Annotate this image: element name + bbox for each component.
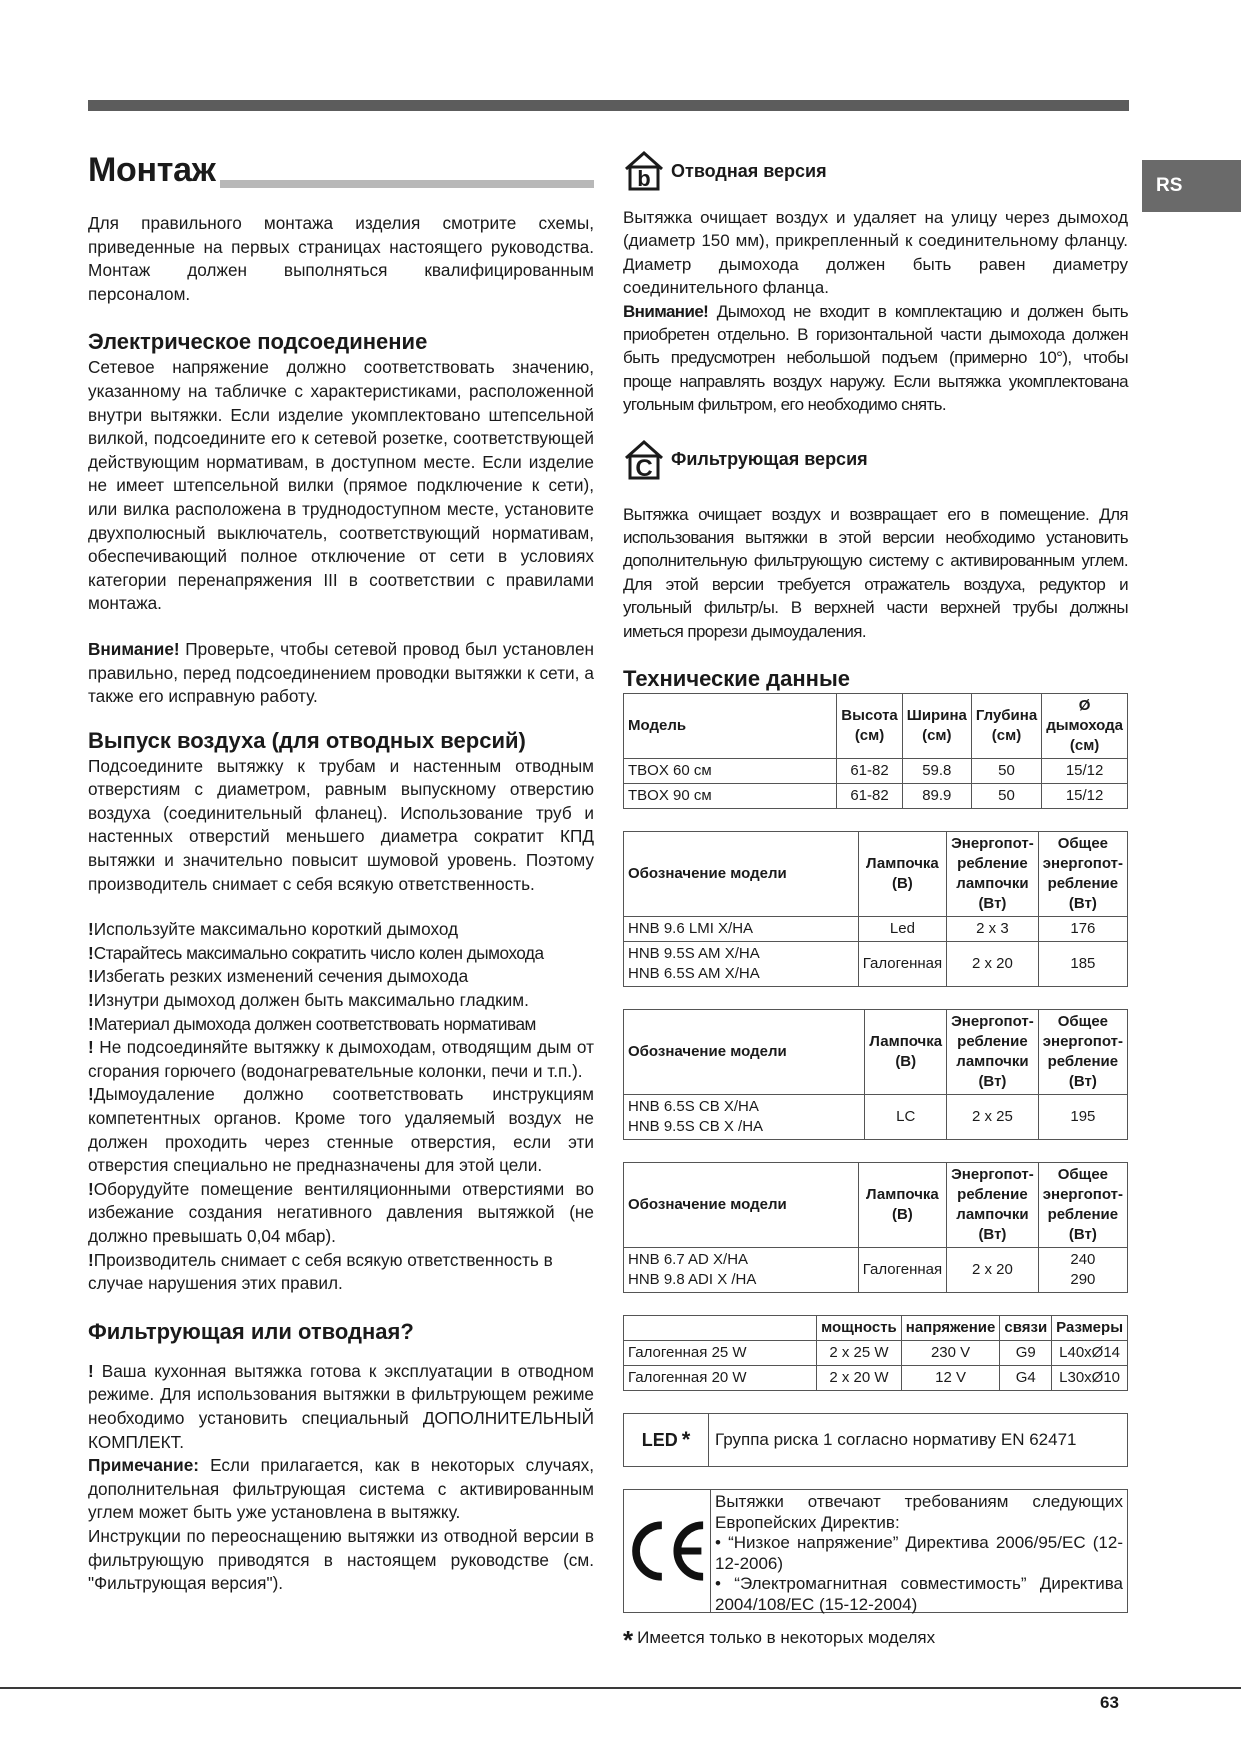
electric-warning — [88, 638, 594, 709]
outlet-version-warning — [623, 300, 1128, 417]
list-item — [88, 989, 594, 1013]
table-cell: HNB 9.6 LMI X/HA — [624, 917, 859, 942]
outlet-version-text: Вытяжка очищает воздух и удаляет на улицу через дымоход (диаметр 150 мм), прикрепленный к соединительному фланцу. Диаметр дымохода должен быть равен диаметру соединительного фланца. — [623, 208, 1128, 298]
left-column — [88, 150, 594, 1596]
table-header-cell: Модель — [624, 694, 837, 759]
outlet-version-title: Отводная версия — [671, 160, 827, 181]
table-header-cell: связи — [1000, 1316, 1052, 1341]
table-cell: 2 x 25 W — [817, 1341, 902, 1366]
table-header-cell — [624, 1316, 817, 1341]
exclamation-mark: ! — [88, 1013, 94, 1034]
table-row — [624, 942, 1128, 987]
list-item — [88, 965, 594, 989]
table-cell: TBOX 60 см — [624, 759, 837, 784]
led-risk-box — [623, 1413, 1128, 1467]
ce-line: • “Электромагнитная совместимость” Директива 2004/108/EC (15-12-2004) — [715, 1574, 1123, 1614]
warning-text: Дымоход не входит в комплектацию и должен быть приобретен отдельно. В горизонтальной части дымохода должен быть предусмотрен небольшой подъем (примерно 10°), чтобы проще направлять воздух наружу. Если вытяжка укомплектована угольным фильтром, его необходимо снять. — [623, 301, 1128, 415]
table-header-cell: Обозначение модели — [624, 1010, 865, 1095]
table-cell: Галогенная — [858, 1248, 946, 1293]
table-cell: 2 x 20 W — [817, 1366, 902, 1391]
table-cell: 61-82 — [837, 784, 902, 809]
table-cell: 240 290 — [1038, 1248, 1127, 1293]
table-cell: LC — [865, 1095, 947, 1140]
warning-label: Внимание! — [88, 638, 180, 659]
table-header-cell: Энергопот-ребление лампочки (Вт) — [947, 1163, 1039, 1248]
ce-mark-icon — [624, 1516, 710, 1586]
right-column — [623, 150, 1128, 1656]
table-cell: G9 — [1000, 1341, 1052, 1366]
list-item — [88, 942, 594, 966]
ce-line: • “Низкое напряжение” Директива 2006/95/EC (12-12-2006) — [715, 1533, 1123, 1573]
list-item-text: Материал дымохода должен соответствовать нормативам — [93, 1013, 536, 1034]
note-label: Примечание: — [88, 1455, 200, 1476]
table-cell: 50 — [971, 759, 1041, 784]
exclamation-mark: ! — [88, 1084, 94, 1105]
exclamation-mark: ! — [88, 1249, 94, 1270]
table-header-cell: Глубина (см) — [971, 694, 1041, 759]
electric-paragraph: Сетевое напряжение должно соответствовать значению, указанному на табличке с характеристиками, расположенной внутри вытяжки. Если изделие укомплектовано штепсельной вилкой, подсоедините его к сетевой розетке, соответствующей действующим нормативам, в доступном месте. Если изделие не имеет штепсельной вилки (прямое подключение к сети), или вилка расположена в труднодоступном месте, установите двухполюсный выключатель, соответствующий нормативам, обеспечивающий полное отключение от сети в условиях категории перенапряжения III в соответствии с правилами монтажа. — [88, 357, 594, 614]
table-header-row — [624, 1010, 1128, 1095]
table-cell: 185 — [1038, 942, 1127, 987]
warning-label: Внимание! — [623, 301, 709, 321]
table-header-row — [624, 1316, 1128, 1341]
list-item — [88, 1178, 594, 1249]
top-bar — [88, 100, 1129, 111]
list-item-text: Дымоудаление должно соответствовать инструкциям компетентных органов. Кроме того удаляемый воздух не должен проходить через стенные отверстия, если эти отверстия специально не предназначены для этой цели. — [88, 1084, 594, 1176]
exclamation-mark: ! — [88, 1178, 94, 1199]
table-cell: 2 x 20 — [947, 1248, 1039, 1293]
table-header-cell: Ø дымохода (см) — [1042, 694, 1128, 759]
ce-line: Вытяжки отвечают требованиям следующих Европейских Директив: — [715, 1492, 1123, 1532]
table-cell: Галогенная 25 W — [624, 1341, 817, 1366]
table-cell: Led — [858, 917, 946, 942]
table-cell: Галогенная — [858, 942, 946, 987]
outlet-paragraph: Подсоедините вытяжку к трубам и настенным отводным отверстиям с диаметром, равным выпускному отверстию воздуха (соединительный фланец). Использование труб и настенных отверстий меньшего диаметра сократит КПД вытяжки и значительно повысит шумовой уровень. Поэтому производитель снимает с себя всякую ответственность. — [88, 755, 594, 894]
table-header-cell: Размеры — [1052, 1316, 1128, 1341]
table-row — [624, 1341, 1128, 1366]
table-cell: 89.9 — [902, 784, 971, 809]
exclamation-mark: ! — [88, 1037, 94, 1058]
led-label: LED — [641, 1429, 678, 1450]
table-row — [624, 1248, 1128, 1293]
table-cell: 176 — [1038, 917, 1127, 942]
table-cell: HNB 6.7 AD X/HA HNB 9.8 ADI X /HA — [624, 1248, 859, 1293]
language-tab: RS — [1142, 160, 1241, 212]
table-cell: G4 — [1000, 1366, 1052, 1391]
table-header-cell: Высота (см) — [837, 694, 902, 759]
list-item-text: Производитель снимает с себя всякую ответственность в случае нарушения этих правил. — [88, 1249, 553, 1294]
tech-heading: Технические данные — [623, 666, 850, 692]
table-row — [624, 1095, 1128, 1140]
warning-text: Проверьте, чтобы сетевой провод был установлен правильно, перед подсоединением проводки вытяжки к сети, а также его исправную работу. — [88, 638, 594, 707]
table-row — [624, 917, 1128, 942]
table-header-cell: мощность — [817, 1316, 902, 1341]
table-cell: L40xØ14 — [1052, 1341, 1128, 1366]
table-header-cell: напряжение — [901, 1316, 1000, 1341]
outlet-heading: Выпуск воздуха (для отводных версий) — [88, 727, 526, 753]
table-cell: 2 x 25 — [947, 1095, 1039, 1140]
exclamation-mark: ! — [88, 919, 94, 940]
exclamation-mark: ! — [88, 990, 94, 1011]
list-item — [88, 918, 594, 942]
table-header-cell: Общее энергопот-ребление (Вт) — [1038, 1010, 1127, 1095]
list-item-text: Изнутри дымоход должен быть максимально гладким. — [93, 990, 529, 1011]
table-cell: 195 — [1038, 1095, 1127, 1140]
table-cell: HNB 6.5S CB X/HA HNB 9.5S CB X /HA — [624, 1095, 865, 1140]
table-header-cell: Обозначение модели — [624, 1163, 859, 1248]
warning-list — [88, 918, 594, 1296]
table-cell: 2 x 20 — [947, 942, 1039, 987]
table-header-cell: Лампочка (В) — [858, 1163, 946, 1248]
filter-house-icon — [623, 439, 665, 481]
table-header-cell: Обозначение модели — [624, 832, 859, 917]
led-label-cell — [624, 1414, 709, 1466]
list-item — [88, 1036, 594, 1083]
exclamation-mark: ! — [88, 966, 94, 987]
table-header-cell: Общее энергопот-ребление (Вт) — [1038, 832, 1127, 917]
note-text: Если прилагается, как в некоторых случаях, дополнительная фильтрующая система с активированным углем может быть уже установлена в вытяжку. — [88, 1455, 594, 1523]
table-cell: 230 V — [901, 1341, 1000, 1366]
table-cell: 12 V — [901, 1366, 1000, 1391]
table-cell: 15/12 — [1042, 784, 1128, 809]
footnote-text: Имеется только в некоторых моделях — [637, 1628, 936, 1648]
outlet-version-header — [623, 150, 1128, 192]
list-item-text: Оборудуйте помещение вентиляционными отверстиями во избежание создания негативного давления вытяжкой (не должно превышать 0,04 мбар). — [88, 1178, 594, 1246]
table-header-row — [624, 694, 1128, 759]
exclamation-mark: ! — [88, 1360, 94, 1381]
table-row — [624, 759, 1128, 784]
table-header-row — [624, 1163, 1128, 1248]
footnote — [623, 1625, 1128, 1656]
bottom-rule — [0, 1687, 1241, 1689]
list-item — [88, 1249, 594, 1296]
list-item — [88, 1083, 594, 1177]
list-item-text: Не подсоединяйте вытяжку к дымоходам, отводящим дым от сгорания горючего (водонагревательные колонки, печи и т.п.). — [88, 1037, 594, 1081]
table-header-cell: Энергопот-ребление лампочки (Вт) — [947, 832, 1039, 917]
table-header-cell: Ширина (см) — [902, 694, 971, 759]
table-header-row — [624, 832, 1128, 917]
filter-version-title: Фильтрующая версия — [671, 449, 868, 470]
ce-text — [711, 1490, 1127, 1612]
led-risk-text: Группа риска 1 согласно нормативу EN 62471 — [715, 1430, 1077, 1450]
table-cell: 2 x 3 — [947, 917, 1039, 942]
table-cell: HNB 9.5S AM X/HA HNB 6.5S AM X/HA — [624, 942, 859, 987]
table-header-cell: Лампочка (В) — [865, 1010, 947, 1095]
table-cell: 50 — [971, 784, 1041, 809]
table-header-cell: Общее энергопот-ребление (Вт) — [1038, 1163, 1127, 1248]
exclamation-mark: ! — [88, 942, 94, 963]
led-star: * — [681, 1427, 691, 1453]
list-item-text: Старайтесь максимально сократить число колен дымохода — [93, 942, 544, 963]
page-number: 63 — [1100, 1693, 1119, 1712]
conversion-paragraph: Инструкции по переоснащению вытяжки из отводной версии в фильтрующую приводятся в настоящем руководстве (см. "Фильтрующая версия"). — [88, 1525, 594, 1594]
choice-text: Ваша кухонная вытяжка готова к эксплуатации в отводном режиме. Для использования вытяжки в фильтрующем режиме необходимо установить специальный ДОПОЛНИТЕЛЬНЫЙ КОМПЛЕКТ. — [88, 1360, 594, 1452]
list-item-text: Избегать резких изменений сечения дымохода — [93, 966, 469, 987]
table-header-cell: Лампочка (В) — [858, 832, 946, 917]
filter-version-header — [623, 439, 1128, 481]
table-cell: 15/12 — [1042, 759, 1128, 784]
intro-paragraph: Для правильного монтажа изделия смотрите схемы, приведенные на первых страницах настоящего руководства. Монтаж должен выполняться квалифицированным персоналом. — [88, 213, 594, 304]
electric-heading: Электрическое подсоединение — [88, 329, 428, 355]
table-cell: L30xØ10 — [1052, 1366, 1128, 1391]
table-header-cell: Энергопот-ребление лампочки (Вт) — [947, 1010, 1039, 1095]
table-cell: Галогенная 20 W — [624, 1366, 817, 1391]
choice-heading: Фильтрующая или отводная? — [88, 1318, 414, 1344]
lamp-table — [623, 1162, 1128, 1293]
icon-letter: b — [637, 166, 651, 191]
list-item-text: Используйте максимально короткий дымоход — [93, 919, 459, 940]
table-row — [624, 1366, 1128, 1391]
page-title: Монтаж — [88, 151, 216, 189]
table-cell: TBOX 90 см — [624, 784, 837, 809]
table-cell: 59.8 — [902, 759, 971, 784]
icon-letter: C — [635, 454, 653, 481]
bulb-table — [623, 1315, 1128, 1391]
list-item — [88, 1013, 594, 1037]
footnote-star: * — [623, 1625, 634, 1656]
dimensions-table — [623, 693, 1128, 809]
choice-paragraph — [88, 1360, 594, 1454]
title-rule — [220, 180, 595, 188]
table-cell: 61-82 — [837, 759, 902, 784]
outlet-house-icon — [623, 150, 665, 192]
table-row — [624, 784, 1128, 809]
lamp-table — [623, 1009, 1128, 1140]
ce-box — [623, 1489, 1128, 1613]
ce-mark — [624, 1490, 711, 1612]
lamp-table — [623, 831, 1128, 987]
filter-version-text: Вытяжка очищает воздух и возвращает его в помещение. Для использования вытяжки в этой версии необходимо установить дополнительную фильтрующую систему с активированным углем. Для этой версии требуется отражатель воздуха, редуктор и угольный фильтр/ы. В верхней части верхней трубы должны иметься прорези дымоудаления. — [623, 504, 1128, 641]
title-row — [88, 150, 594, 190]
note-paragraph — [88, 1454, 594, 1525]
